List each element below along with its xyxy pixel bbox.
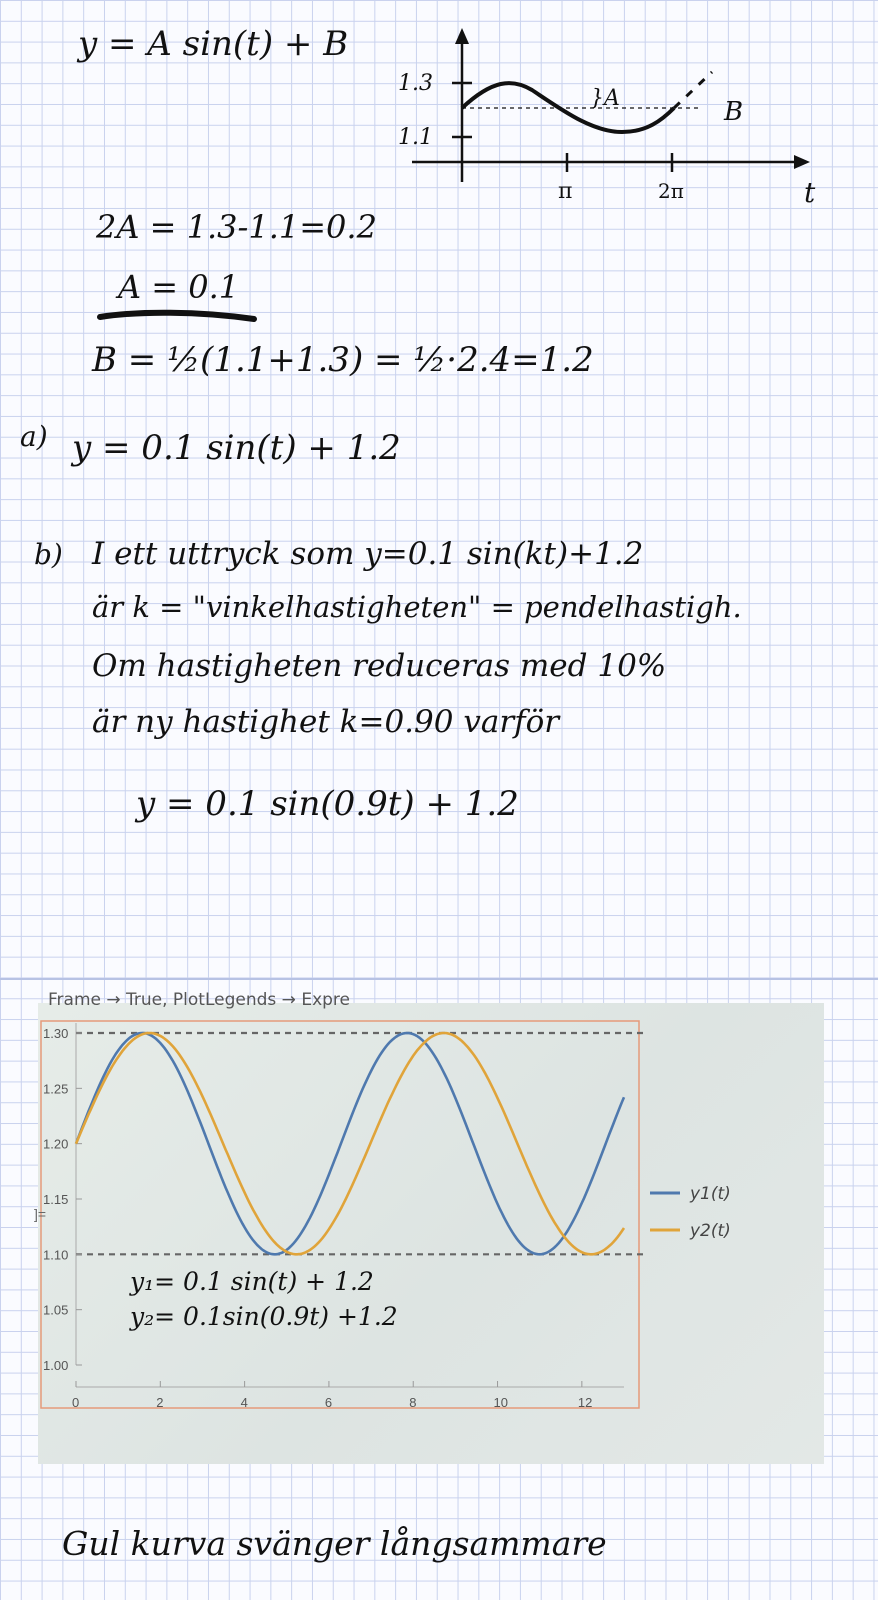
sketch-ytick-low: 1.1 [398, 125, 433, 150]
part-b-line-2: är k = "vinkelhastigheten" = pendelhastigh. [92, 590, 742, 624]
amplitude-calculation: 2A = 1.3-1.1=0.2 [96, 208, 377, 246]
code-fragment: Frame → True, PlotLegends → Expre [48, 990, 350, 1010]
page-divider [0, 978, 878, 980]
legend-label: y1(t) [690, 1184, 731, 1204]
sketch-xtick-2pi: 2π [658, 179, 684, 203]
y-tick-label: 1.20 [43, 1136, 69, 1152]
series-line-y1t [76, 1033, 624, 1254]
x-tick-label: 12 [577, 1395, 593, 1410]
sketch-ytick-high: 1.3 [398, 71, 433, 96]
y-tick-label: 1.15 [43, 1192, 69, 1207]
y-tick-label: 1.10 [43, 1247, 69, 1263]
y-tick-label: 1.30 [43, 1026, 69, 1041]
sketch-amplitude-label: }A [590, 86, 620, 111]
part-b-result: y = 0.1 sin(0.9t) + 1.2 [136, 784, 519, 824]
out-prompt: ]= [34, 1206, 47, 1222]
sketch-xtick-pi: π [558, 179, 573, 204]
y-tick-label: 1.25 [43, 1081, 69, 1097]
sine-comparison-plot [34, 1003, 824, 1464]
sketch-x-axis-label: t [804, 176, 816, 209]
sine-sketch [398, 20, 832, 209]
x-tick-label: 4 [240, 1395, 248, 1410]
part-a-label: a) [20, 420, 48, 453]
series-line-y2t [76, 1033, 624, 1254]
offset-calculation: B = ½(1.1+1.3) = ½·2.4=1.2 [92, 340, 594, 380]
annotation-y2: y₂= 0.1sin(0.9t) +1.2 [130, 1302, 398, 1331]
x-tick-label: 8 [409, 1395, 417, 1410]
part-b-line-1: I ett uttryck som y=0.1 sin(kt)+1.2 [92, 536, 644, 572]
amplitude-underline [98, 307, 258, 327]
x-tick-label: 0 [72, 1395, 80, 1410]
plot-photo [34, 990, 824, 1464]
part-b-line-3: Om hastigheten reduceras med 10% [92, 648, 667, 684]
y-tick-label: 1.05 [43, 1302, 69, 1318]
part-b-label: b) [34, 538, 63, 571]
amplitude-result: A = 0.1 [118, 268, 240, 306]
part-a-equation: y = 0.1 sin(t) + 1.2 [72, 428, 401, 468]
part-b-line-4: är ny hastighet k=0.90 varför [92, 704, 560, 740]
x-tick-label: 6 [324, 1395, 333, 1410]
x-tick-label: 10 [493, 1395, 509, 1410]
conclusion-text: Gul kurva svänger långsammare [62, 1524, 607, 1563]
model-equation: y = A sin(t) + B [78, 24, 349, 64]
x-tick-label: 2 [156, 1395, 164, 1410]
legend-label: y2(t) [690, 1221, 731, 1241]
y-tick-label: 1.00 [43, 1358, 69, 1373]
annotation-y1: y₁= 0.1 sin(t) + 1.2 [130, 1267, 374, 1296]
sketch-offset-label: B [724, 97, 744, 127]
